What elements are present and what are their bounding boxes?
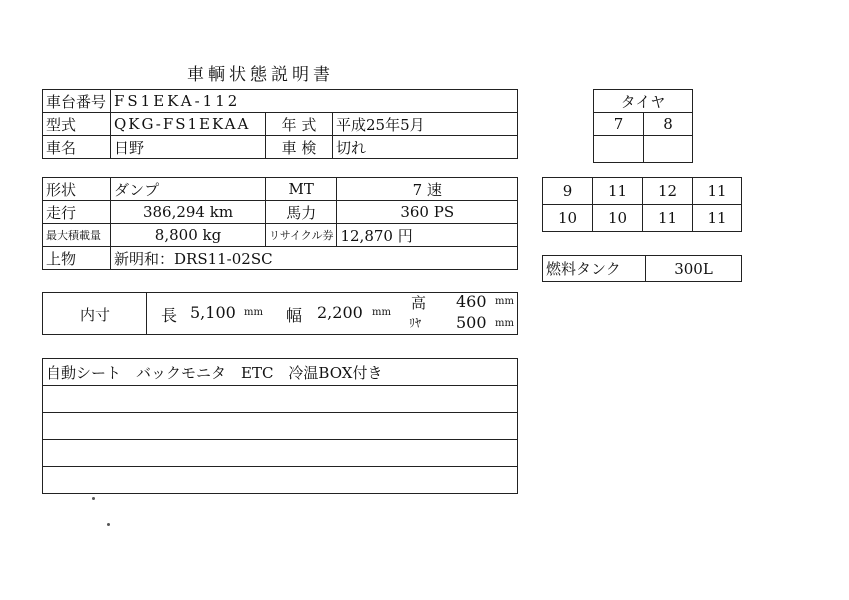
fuel-value: 300L [646, 256, 742, 282]
notes-table [42, 358, 518, 494]
chassis-value: FS1EKA-112 [111, 90, 518, 113]
notes-line: 自動シート バックモニタ ETC 冷温BOX付き [43, 359, 518, 386]
height-value: 460 [456, 292, 487, 311]
maker-value: 日野 [111, 136, 266, 159]
scan-speck [92, 497, 95, 500]
vehicle-info-table [42, 89, 518, 159]
tire-value: 12 [643, 178, 693, 205]
body-label: 上物 [43, 247, 111, 270]
height-label: 高 [411, 294, 427, 312]
tire-value: 8 [644, 113, 693, 136]
model-value: QKG-FS1EKAA [111, 113, 266, 136]
year-label: 年 式 [266, 113, 333, 136]
notes-line [43, 440, 518, 467]
chassis-label: 車台番号 [43, 90, 111, 113]
power-label: 馬力 [266, 201, 337, 224]
rear-label: ﾘﾔ [409, 316, 422, 330]
inspection-value: 切れ [333, 136, 518, 159]
specs-table [42, 177, 518, 270]
tire-label: タイヤ [594, 90, 693, 113]
tire-value: 7 [594, 113, 644, 136]
page-title: 車輌状態説明書 [187, 65, 334, 85]
shape-value: ダンプ [111, 178, 266, 201]
dimensions-label-cell [43, 293, 147, 334]
notes-line [43, 413, 518, 440]
shape-label: 形状 [43, 178, 111, 201]
inspection-label: 車 検 [266, 136, 333, 159]
length-unit: mm [244, 307, 263, 318]
notes-line [43, 467, 518, 494]
dimensions-box [42, 292, 518, 335]
year-value: 平成25年5月 [333, 113, 518, 136]
mileage-label: 走行 [43, 201, 111, 224]
tire-value: 10 [593, 205, 643, 232]
fuel-label: 燃料タンク [543, 256, 646, 282]
transmission-label: MT [266, 178, 337, 201]
mileage-value: 386,294 km [111, 201, 266, 224]
width-unit: mm [372, 307, 391, 318]
maker-label: 車名 [43, 136, 111, 159]
length-value: 5,100 [190, 303, 236, 322]
tire-value: 11 [693, 178, 742, 205]
transmission-value: 7 速 [337, 178, 518, 201]
fuel-table [542, 255, 742, 282]
notes-line [43, 386, 518, 413]
model-label: 型式 [43, 113, 111, 136]
tire-value: 11 [693, 205, 742, 232]
tire-rear-table [542, 177, 742, 232]
max-load-label: 最大積載量 [43, 224, 111, 247]
width-label: 幅 [286, 306, 303, 325]
recycle-value: 12,870 円 [337, 224, 518, 247]
power-value: 360 PS [337, 201, 518, 224]
tire-front-table [593, 89, 693, 163]
body-value: 新明和：DRS11-02SC [111, 247, 518, 270]
tire-value: 11 [643, 205, 693, 232]
height-unit: mm [495, 296, 514, 307]
length-label: 長 [161, 306, 178, 325]
recycle-label: リサイクル券 [266, 224, 337, 247]
tire-empty-cell [594, 136, 644, 163]
max-load-value: 8,800 kg [111, 224, 266, 247]
scan-speck [107, 523, 110, 526]
width-value: 2,200 [317, 303, 363, 322]
tire-value: 10 [543, 205, 593, 232]
tire-value: 9 [543, 178, 593, 205]
dimensions-label: 内寸 [80, 306, 111, 324]
tire-value: 11 [593, 178, 643, 205]
tire-empty-cell [644, 136, 693, 163]
rear-value: 500 [456, 313, 487, 332]
rear-unit: mm [495, 318, 514, 329]
